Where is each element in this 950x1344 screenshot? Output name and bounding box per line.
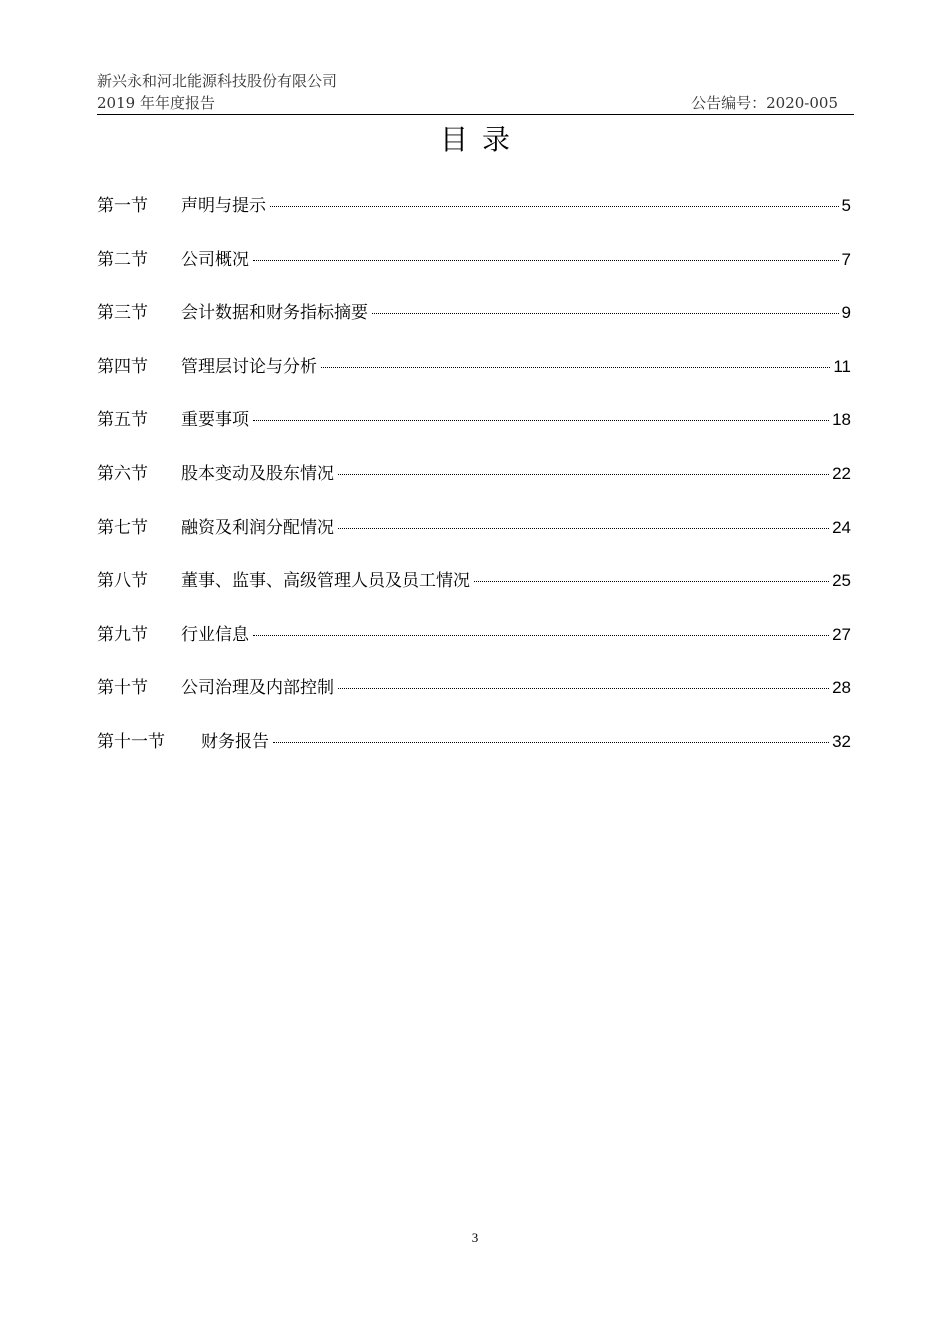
toc-page: 28 [832, 678, 851, 698]
toc-title: 融资及利润分配情况 [181, 517, 334, 538]
toc-entry-2[interactable] [97, 245, 851, 299]
toc-page: 25 [832, 571, 851, 591]
toc-leader [372, 313, 839, 314]
toc-title: 股本变动及股东情况 [181, 463, 334, 484]
toc-entry-10[interactable] [97, 673, 851, 727]
toc-leader [321, 367, 830, 368]
toc-entry-9[interactable] [97, 620, 851, 674]
company-name: 新兴永和河北能源科技股份有限公司 [97, 72, 338, 90]
toc-entry-11[interactable] [97, 727, 851, 781]
toc-leader [253, 635, 829, 636]
toc-title: 公司概况 [181, 249, 249, 270]
toc-page: 32 [832, 731, 851, 751]
toc-leader [253, 260, 839, 261]
toc-section: 第八节 [97, 571, 148, 592]
toc-entry-3[interactable] [97, 298, 851, 352]
toc-entry-7[interactable] [97, 513, 851, 567]
table-of-contents [97, 191, 851, 781]
toc-section: 第三节 [97, 303, 148, 324]
toc-leader [474, 581, 829, 582]
toc-title: 声明与提示 [181, 196, 266, 216]
toc-section: 第十节 [97, 678, 148, 699]
toc-page: 22 [832, 463, 851, 483]
toc-leader [338, 528, 829, 529]
toc-section: 第四节 [97, 356, 148, 377]
toc-leader [270, 206, 839, 207]
toc-page: 5 [841, 196, 851, 215]
toc-leader [253, 420, 829, 421]
toc-entry-6[interactable] [97, 459, 851, 513]
page-number: 3 [471, 1230, 479, 1245]
toc-entry-4[interactable] [97, 352, 851, 406]
toc-title: 会计数据和财务指标摘要 [181, 303, 368, 324]
toc-title: 管理层讨论与分析 [181, 356, 317, 377]
toc-title: 公司治理及内部控制 [181, 678, 334, 699]
toc-page: 24 [832, 517, 851, 537]
toc-section: 第七节 [97, 517, 148, 538]
toc-leader [338, 474, 829, 475]
toc-entry-1[interactable] [97, 191, 851, 245]
page-header [97, 66, 854, 115]
toc-section: 第五节 [97, 410, 148, 431]
page-title: 目录 [439, 123, 524, 156]
toc-leader [338, 688, 829, 689]
toc-section: 第九节 [97, 624, 148, 645]
report-name: 2019 年年度报告 [97, 94, 215, 112]
toc-section: 第一节 [97, 196, 148, 216]
toc-title: 行业信息 [181, 624, 249, 645]
toc-section: 第六节 [97, 463, 148, 484]
toc-section: 第十一节 [97, 731, 165, 752]
toc-title: 重要事项 [181, 410, 249, 431]
toc-entry-8[interactable] [97, 566, 851, 620]
toc-page: 18 [832, 410, 851, 430]
toc-title: 董事、监事、高级管理人员及员工情况 [181, 571, 470, 592]
toc-entry-5[interactable] [97, 405, 851, 459]
notice-number: 公告编号：2020-005 [691, 94, 838, 112]
toc-page: 27 [832, 624, 851, 644]
toc-title: 财务报告 [201, 731, 269, 752]
toc-section: 第二节 [97, 249, 148, 270]
toc-page: 7 [841, 249, 851, 269]
toc-page: 9 [841, 303, 851, 323]
toc-leader [273, 742, 829, 743]
toc-page: 11 [833, 356, 851, 376]
